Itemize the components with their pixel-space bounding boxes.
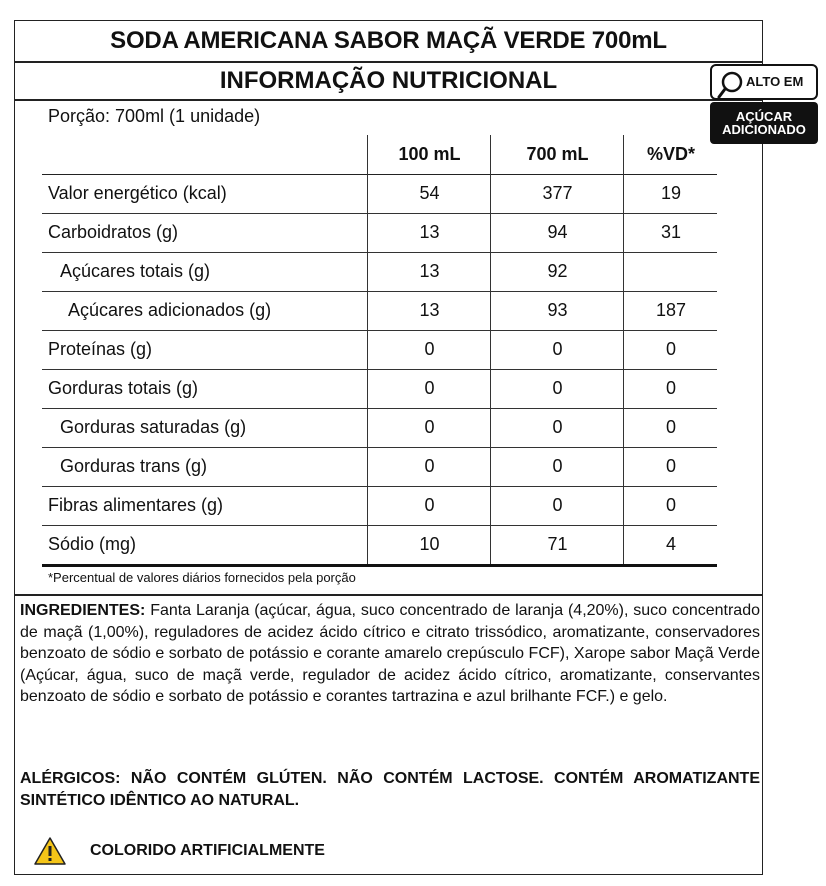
- warning-triangle-icon: [33, 836, 67, 866]
- badge-line2: ADICIONADO: [722, 122, 806, 137]
- row-value-700ml: 0: [490, 408, 624, 447]
- portion-size: Porção: 700ml (1 unidade): [48, 106, 261, 126]
- row-value-vd: 0: [623, 369, 718, 408]
- artificial-color-warning: COLORIDO ARTIFICIALMENTE: [90, 842, 325, 859]
- badge-top-label: ALTO EM: [746, 74, 804, 89]
- table-row: [42, 174, 717, 214]
- row-label: Açúcares totais (g): [60, 261, 211, 281]
- row-label: Fibras alimentares (g): [48, 495, 224, 515]
- table-row: [42, 369, 717, 409]
- row-value-100ml: 13: [367, 291, 491, 330]
- row-value-100ml: 0: [367, 369, 491, 408]
- table-header-row: [42, 135, 717, 175]
- row-value-vd: 0: [623, 408, 718, 447]
- header-100ml: 100 mL: [367, 135, 491, 174]
- row-label: Gorduras saturadas (g): [60, 417, 247, 437]
- row-value-vd: 4: [623, 525, 718, 564]
- row-value-700ml: 92: [490, 252, 624, 291]
- row-value-100ml: 13: [367, 213, 491, 252]
- row-value-700ml: 94: [490, 213, 624, 252]
- row-value-700ml: 0: [490, 447, 624, 486]
- ingredients-paragraph: [20, 600, 760, 708]
- table-row: [42, 486, 717, 526]
- badge-top-box: [710, 64, 818, 100]
- row-label: Carboidratos (g): [48, 222, 179, 242]
- row-value-700ml: 0: [490, 486, 624, 525]
- badge-line1: AÇÚCAR: [735, 109, 793, 124]
- header-label: [48, 135, 368, 174]
- table-row: [42, 291, 717, 331]
- row-label: Gorduras totais (g): [48, 378, 199, 398]
- table-row: [42, 252, 717, 292]
- table-row: [42, 330, 717, 370]
- nutrition-heading: INFORMAÇÃO NUTRICIONAL: [219, 67, 558, 94]
- badge-bottom-box: [710, 102, 818, 144]
- magnifier-icon: [716, 69, 746, 101]
- row-value-700ml: 0: [490, 369, 624, 408]
- table-row: [42, 447, 717, 487]
- product-title: SODA AMERICANA SABOR MAÇÃ VERDE 700mL: [110, 27, 667, 54]
- row-label: Açúcares adicionados (g): [68, 300, 272, 320]
- row-value-vd: [623, 252, 718, 291]
- allergens-statement: ALÉRGICOS: NÃO CONTÉM GLÚTEN. NÃO CONTÉM LACTOSE. CONTÉM AROMATIZANTE SINTÉTICO IDÊNTICO AO NATURAL.: [20, 770, 760, 809]
- row-value-100ml: 54: [367, 174, 491, 213]
- ingredients-text: Fanta Laranja (açúcar, água, suco concentrado de laranja (4,20%), suco concentrado de maçã (1,00%), reguladores de acidez ácido cítrico e citrato trissódico, aromatizante, conservadores benzoato de sódio e sorbato de potássio e corante amarelo crepúsculo FCF), Xarope sabor Maçã Verde (Açúcar, água, suco de maçã verde, regulador de acidez ácido cítrico, aromatizante, conservantes benzoato de sódio e sorbato de potássio e corantes tartrazina e azul brilhante FCF.) e gelo.: [20, 602, 760, 705]
- table-row: [42, 213, 717, 253]
- heading-divider: [14, 99, 763, 101]
- row-value-100ml: 0: [367, 408, 491, 447]
- row-label: Sódio (mg): [48, 534, 137, 554]
- header-vd: %VD*: [623, 135, 718, 174]
- footnote-divider: [14, 594, 763, 596]
- row-value-100ml: 0: [367, 447, 491, 486]
- row-label: Valor energético (kcal): [48, 183, 227, 203]
- row-value-700ml: 93: [490, 291, 624, 330]
- ingredients-label: INGREDIENTES:: [20, 602, 146, 619]
- row-value-100ml: 0: [367, 486, 491, 525]
- row-label: Proteínas (g): [48, 339, 153, 359]
- high-sugar-badge: [710, 64, 818, 144]
- table-row: [42, 525, 717, 567]
- row-value-100ml: 0: [367, 330, 491, 369]
- row-value-vd: 0: [623, 486, 718, 525]
- header-700ml: 700 mL: [490, 135, 624, 174]
- row-value-100ml: 13: [367, 252, 491, 291]
- row-value-vd: 19: [623, 174, 718, 213]
- row-value-700ml: 71: [490, 525, 624, 564]
- row-value-vd: 0: [623, 447, 718, 486]
- row-label: Gorduras trans (g): [60, 456, 208, 476]
- row-value-vd: 0: [623, 330, 718, 369]
- table-row: [42, 408, 717, 448]
- row-value-100ml: 10: [367, 525, 491, 564]
- row-value-700ml: 0: [490, 330, 624, 369]
- row-value-vd: 187: [623, 291, 718, 330]
- row-value-vd: 31: [623, 213, 718, 252]
- row-value-700ml: 377: [490, 174, 624, 213]
- daily-value-footnote: *Percentual de valores diários fornecidos pela porção: [48, 570, 356, 585]
